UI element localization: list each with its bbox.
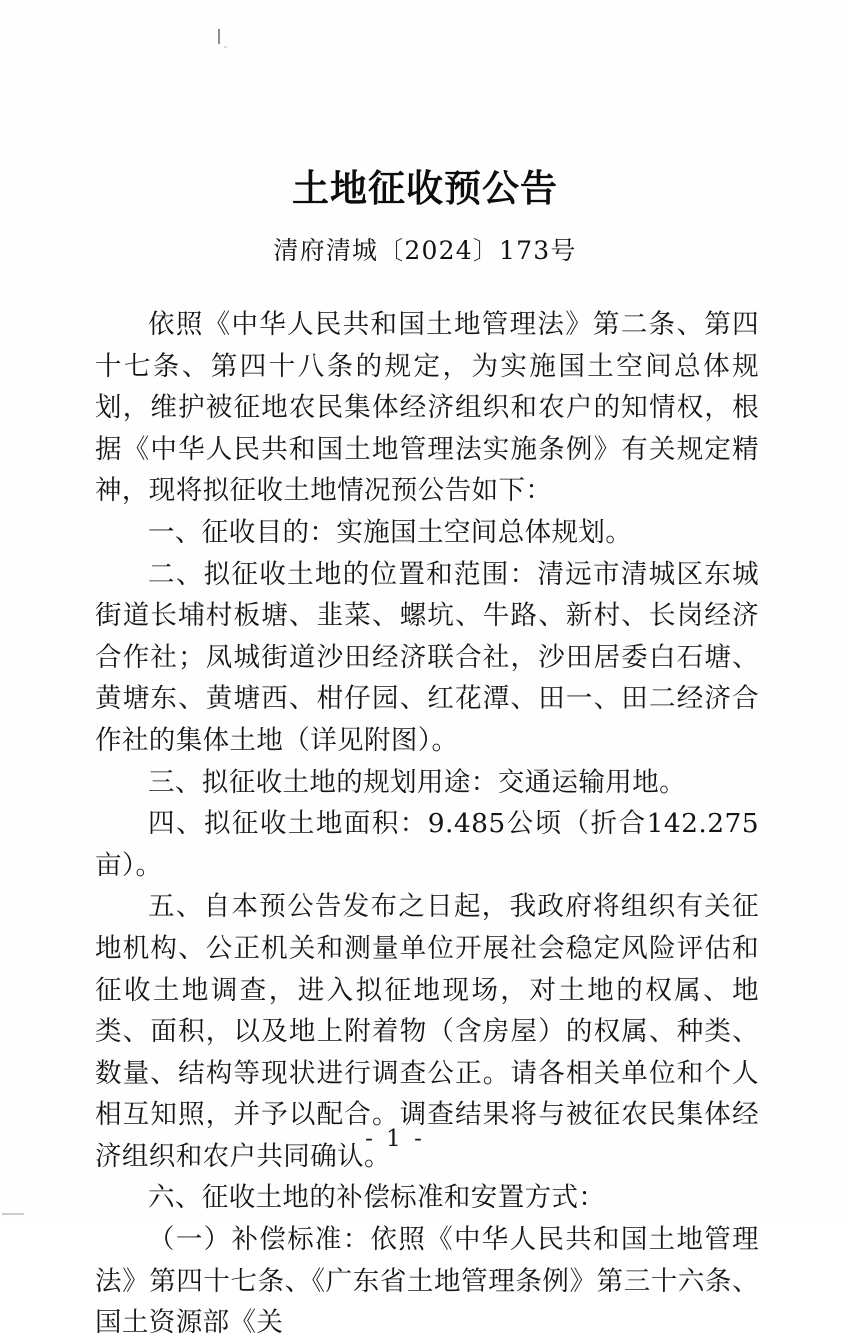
scan-artifact-top-secondary-icon — [224, 46, 227, 48]
paragraph-item-2-location-scope: 二、拟征收土地的位置和范围：清远市清城区东城街道长埔村板塘、韭菜、螺坑、牛路、新村、长岗经济合作社；凤城街道沙田经济联合社，沙田居委白石塘、黄塘东、黄塘西、柑仔园、红花潭、田一、田二经济合作社的集体土地（详见附图）。 — [95, 558, 759, 756]
page-title: 土地征收预公告 — [292, 166, 558, 210]
paragraph-item-6-compensation-heading: 六、征收土地的补偿标准和安置方式： — [148, 1182, 606, 1214]
document-number: 清府清城〔2024〕173号 — [273, 236, 577, 265]
page-number-footer: - 1 - — [365, 1126, 425, 1152]
scan-artifact-top-icon — [218, 29, 220, 44]
paragraph-item-3-planned-use: 三、拟征收土地的规划用途：交通运输用地。 — [148, 766, 686, 798]
paragraph-item-4-area: 四、拟征收土地面积：9.485公顷（折合142.275亩）。 — [95, 808, 759, 881]
paragraph-item-6-1-compensation-standard: （一）补偿标准：依照《中华人民共和国土地管理法》第四十七条、《广东省土地管理条例》第三十六条、国土资源部《关 — [95, 1224, 759, 1339]
scan-artifact-bottom-icon — [2, 1213, 24, 1215]
paragraph-item-1-purpose: 一、征收目的：实施国土空间总体规划。 — [148, 516, 633, 548]
paragraph-preamble: 依照《中华人民共和国土地管理法》第二条、第四十七条、第四十八条的规定，为实施国土空间总体规划，维护被征地农民集体经济组织和农户的知情权，根据《中华人民共和国土地管理法实施条例》有关规定精神，现将拟征收土地情况预公告如下： — [95, 309, 759, 507]
paragraph-item-5-survey: 五、自本预公告发布之日起，我政府将组织有关征地机构、公正机关和测量单位开展社会稳定风险评估和征收土地调查，进入拟征地现场，对土地的权属、地类、面积，以及地上附着物（含房屋）的权属、种类、数量、结构等现状进行调查公正。请各相关单位和个人相互知照，并予以配合。调查结果将与被征农民集体经济组织和农户共同确认。 — [95, 891, 759, 1172]
document-body — [95, 304, 759, 1344]
